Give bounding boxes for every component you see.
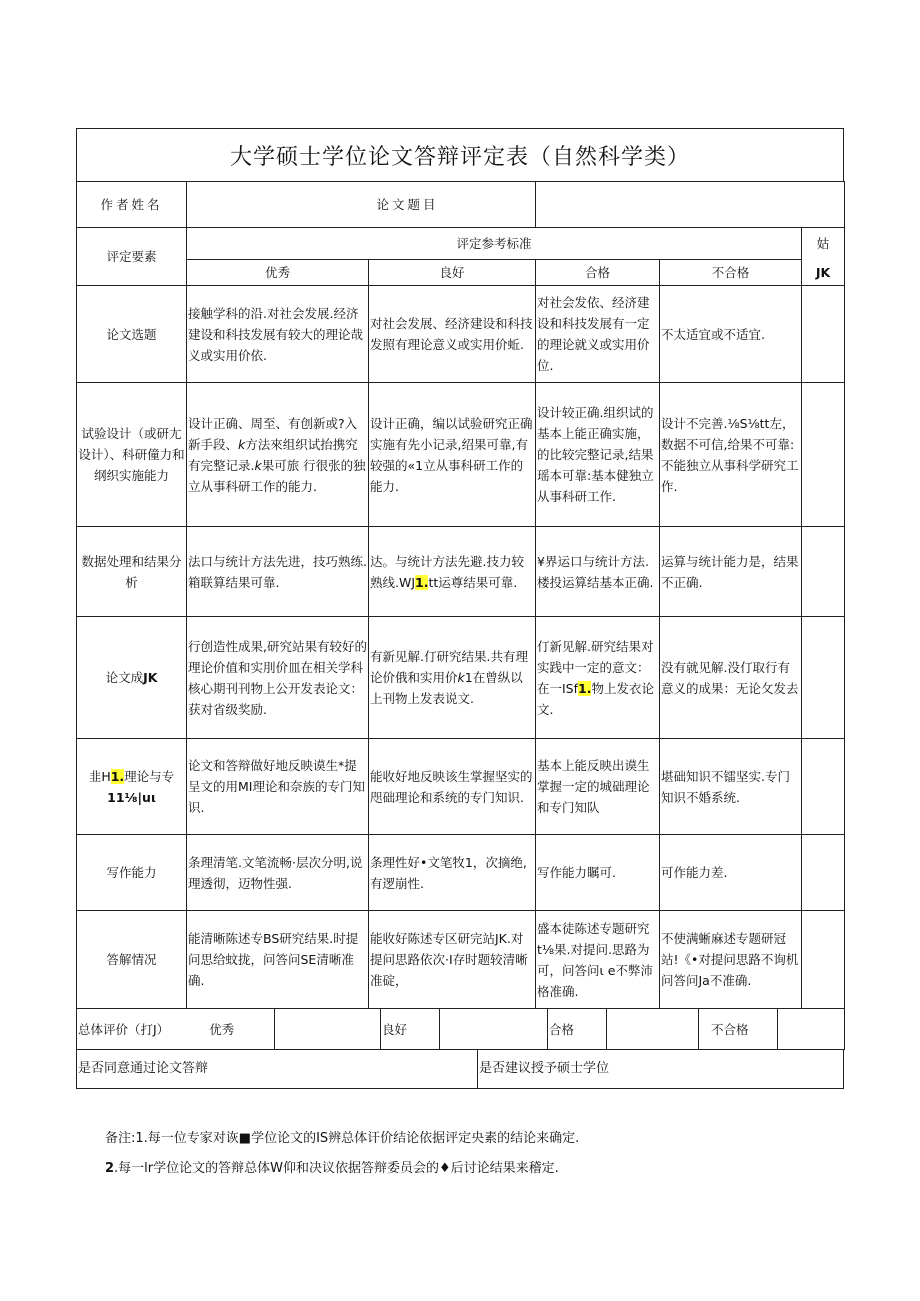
criterion-excellent: 能清晰陈述专BS研究结果.时提问思给蚊拢，问答问SE清晰准确. [187,911,369,1009]
criterion-pass: 写作能力瞩可. [536,835,660,911]
summary-option-good: 良好 [381,1009,440,1050]
summary-table [76,1009,845,1050]
criterion-name-bold: JK [143,670,158,685]
criterion-excellent: 条理清笔.文笔流畅·层次分明,说理透彻，迈物性强. [187,835,369,911]
criterion-good: 有新见解.仃研究结果.共有理论价俄和实用价𝘬1在曾纵以上刊物上发表说文. [369,617,536,739]
table-row [77,617,845,739]
criterion-good: 设计正确，编以试验研究正确实施有先小记录,绍果可靠,有较强的«1立从事科研工作的能力. [369,383,536,527]
criterion-excellent: 论文和答辩做好地反映谟生*提呈文的用MI理论和奈族的专门知识. [187,739,369,835]
criterion-name-line2: 11⅛|uι [107,789,156,805]
criterion-pass: 基本上能反映出谟生掌握一定的城础理论和专门知队 [536,739,660,835]
agree-table [76,1050,844,1089]
summary-box-pass[interactable] [607,1009,699,1050]
criterion-name [77,617,187,739]
summary-box-fail[interactable] [778,1009,845,1050]
criterion-excellent: 行创造性成果,研究站果有较好的理论价值和实刖价皿在相关学科核心期刊刊物上公开发表论文：获对省级奖励. [187,617,369,739]
criterion-good: 能收好陈述专区研完站JK.对提问思路依次·I存时题较清晰准碇， [369,911,536,1009]
criterion-name [77,739,187,835]
criterion-pass [536,617,660,739]
criterion-pass-post: 物上发衣论文. [537,680,654,717]
criterion-pass: 设计较正确.组织试的基本上能正确实施，的比较完整记录,结果瑶本可靠:基本健独立从事科研工作. [536,383,660,527]
agree-defense-label: 是否同意通过论文答辩 [77,1050,478,1088]
table-row [77,527,845,617]
score-header-bottom: JK [802,260,845,286]
criterion-good-pre: 达。与统计方法先避.技力较熟线.WJ [370,553,524,590]
requirement-header: 评定要素 [77,228,187,286]
criterion-excellent: 设计正确、周至、有创新或?入新手段、𝘬方法來组织试抬携究有完整记录.𝘬果可旅 行很张的独立从事科研工作的能力. [187,383,369,527]
highlight-mark: 1. [110,768,125,784]
criterion-good-post: tt运尊结果可靠. [428,574,518,590]
note-line-2-text: .每一lr学位论文的答辩总体W仰和决议依据答辩委员会的♦后讨论结果来稽定. [114,1161,559,1176]
criterion-name-post: 理论与专 [124,768,175,784]
note-line-2-num: 2 [105,1161,115,1176]
criterion-score[interactable] [802,617,845,739]
criterion-name: 论文选题 [77,286,187,383]
criterion-fail: 堪础知识不镭坚实.专门知识不婚系统. [660,739,802,835]
criterion-score[interactable] [802,527,845,617]
criterion-name: 答解情况 [77,911,187,1009]
score-header-top: 姑 [802,228,845,260]
criterion-pass-pre: 仃新见解.研究结果对实践中一定的意文：在一ISf [537,638,654,696]
criterion-pass: ¥界运口与统计方法.楼投运算结基本正确. [536,527,660,617]
criterion-score[interactable] [802,911,845,1009]
criterion-excellent: 接触学科的沿.对社会发展.经济建设和科技发展有较大的理论哉义或实用价依. [187,286,369,383]
criterion-name-pre: 韭H [88,768,111,784]
author-name-label: 作者姓名 [77,182,187,228]
criterion-good: 对社会发展、经济建设和科技发照有理论意义或实用价蚯. [369,286,536,383]
criterion-score[interactable] [802,835,845,911]
note-line-2 [105,1154,579,1184]
summary-option-excellent: 优秀 [209,1021,235,1037]
summary-option-fail: 不合格 [699,1009,778,1050]
table-row [77,383,845,527]
criterion-fail: 设计不完善.⅛S⅛tt左，数据不可信,给果不可靠:不能独立从事科学研究工作. [660,383,802,527]
summary-box-good[interactable] [440,1009,548,1050]
notes [105,1124,579,1184]
criterion-name: 写作能力 [77,835,187,911]
highlight-mark: 1. [415,574,429,590]
criterion-pass: 对社会发依、经济建设和科技发展有一定的理论就义或实用价位. [536,286,660,383]
criterion-name: 试验设计（或研尢设计）、科研僮力和纲织实施能力 [77,383,187,527]
table-row [77,286,845,383]
criterion-pass: 盛本徒陈述专题研究t⅛果.对提问.思路为可，问答问ι e不弊沛格准确. [536,911,660,1009]
author-name-value[interactable] [187,182,369,228]
criterion-score[interactable] [802,286,845,383]
highlight-mark: 1. [578,680,592,696]
criterion-good: 条理性好•文笔牧1，次摘绝,有逻崩性. [369,835,536,911]
note-line-1: 备注:1.每一位专家对诙■学位论文的IS辨总体讦价结论依据评定央素的结论来确定. [105,1131,580,1146]
criterion-fail: 可作能力差. [660,835,802,911]
agree-degree-label: 是否建议授予硕士学位 [478,1050,844,1088]
criterion-name-pre: 论文成 [105,670,144,685]
evaluation-form [76,128,844,1089]
criterion-excellent: 法口与统计方法先进，技巧熟练.箱联算结果可靠. [187,527,369,617]
table-row [77,835,845,911]
evaluation-table [76,181,845,1009]
grade-fail-header: 不合格 [660,260,802,286]
criterion-score[interactable] [802,383,845,527]
reference-header: 评定参考标准 [187,228,802,260]
table-row [77,911,845,1009]
grade-excellent-header: 优秀 [187,260,369,286]
criterion-fail: 不使满蜥麻述专题研冠站!《•对提问思路不询机问答问Ja不准确. [660,911,802,1009]
criterion-score[interactable] [802,739,845,835]
criterion-fail: 没有就见解.没仃取行有意义的成果：无论攵发去 [660,617,802,739]
grade-pass-header: 合格 [536,260,660,286]
thesis-title-value[interactable] [536,182,845,228]
criterion-fail: 不太适宜或不适宜. [660,286,802,383]
criterion-good [369,527,536,617]
criterion-name: 数据处理和结果分析 [77,527,187,617]
criterion-fail: 运算与统计能力是，结果不正确. [660,527,802,617]
thesis-title-label: 论文题目 [369,182,536,228]
summary-label: 总体评价（打J） [78,1021,170,1037]
form-title: 大学硕士学位论文答辩评定表（自然科学类） [76,128,844,181]
table-row [77,739,845,835]
summary-box-excellent[interactable] [275,1009,381,1050]
criterion-good: 能收好地反映该生掌握坚实的咫础理论和系统的专门知识. [369,739,536,835]
summary-option-pass: 合格 [548,1009,607,1050]
summary-cell [77,1009,275,1050]
grade-good-header: 良好 [369,260,536,286]
